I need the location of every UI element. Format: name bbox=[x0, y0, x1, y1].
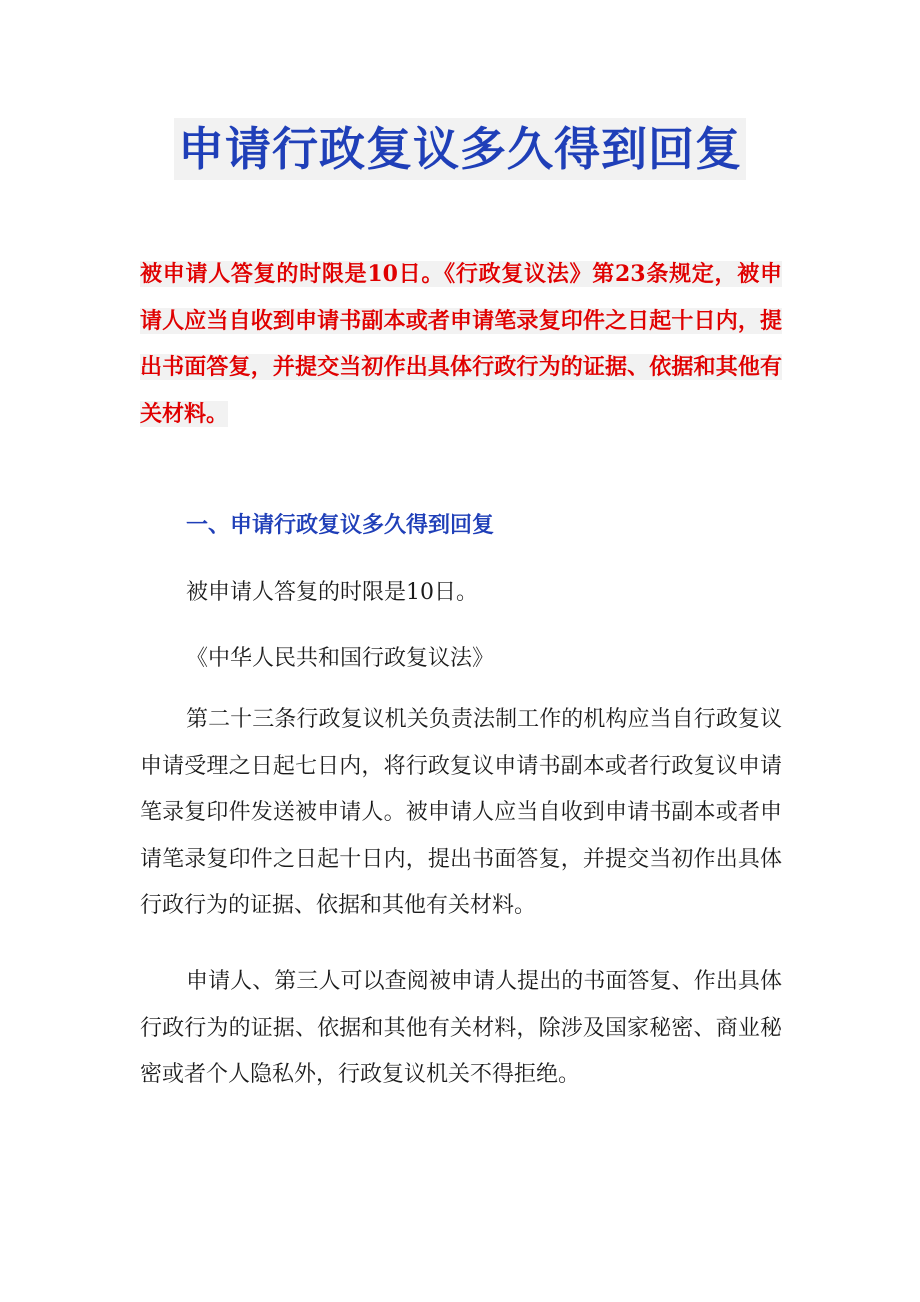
summary-text: 被申请人答复的时限是10日。《行政复议法》第23条规定，被申请人应当自收到申请书副本或者申请笔录复印件之日起十日内，提出书面答复，并提交当初作出具体行政行为的证据、依据和其他有关材料。 bbox=[140, 261, 782, 427]
section-heading: 一、申请行政复议多久得到回复 bbox=[186, 513, 495, 538]
body-paragraph-4: 申请人、第三人可以查阅被申请人提出的书面答复、作出具体行政行为的证据、依据和其他有关材料，除涉及国家秘密、商业秘密或者个人隐私外，行政复议机关不得拒绝。 bbox=[140, 969, 782, 1087]
title-container bbox=[0, 118, 920, 180]
body-paragraph-3: 第二十三条行政复议机关负责法制工作的机构应当自行政复议申请受理之日起七日内，将行政复议申请书副本或者行政复议申请笔录复印件发送被申请人。被申请人应当自收到申请书副本或者申请笔录复印件之日起十日内，提出书面答复，并提交当初作出具体行政行为的证据、依据和其他有关材料。 bbox=[140, 707, 782, 918]
body-paragraph-1: 被申请人答复的时限是10日。 bbox=[186, 580, 478, 605]
body-paragraph-2: 《中华人民共和国行政复议法》 bbox=[186, 646, 495, 671]
summary-paragraph bbox=[140, 251, 782, 437]
page-title: 申请行政复议多久得到回复 bbox=[174, 118, 746, 180]
